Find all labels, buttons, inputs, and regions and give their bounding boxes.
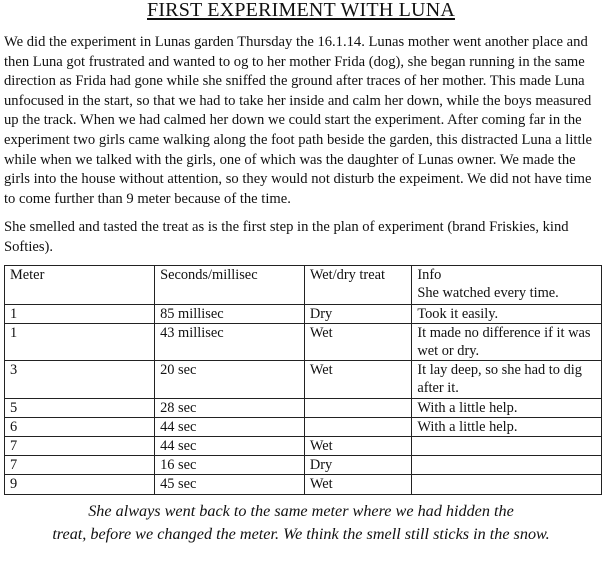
conclusion-line-1: She always went back to the same meter where we had hidden the — [88, 501, 514, 520]
table-header-row — [5, 265, 602, 304]
cell-seconds: 44 sec — [155, 417, 305, 436]
cell-seconds: 16 sec — [155, 456, 305, 475]
table-row — [5, 417, 602, 436]
cell-wet-dry — [304, 417, 412, 436]
header-meter: Meter — [5, 265, 155, 304]
cell-info: With a little help. — [412, 417, 602, 436]
header-info — [412, 265, 602, 304]
table-row — [5, 323, 602, 360]
cell-meter: 1 — [5, 304, 155, 323]
cell-meter: 9 — [5, 475, 155, 494]
cell-wet-dry: Dry — [304, 304, 412, 323]
cell-wet-dry: Wet — [304, 323, 412, 360]
cell-seconds: 43 millisec — [155, 323, 305, 360]
table-row — [5, 304, 602, 323]
cell-wet-dry: Dry — [304, 456, 412, 475]
table-row — [5, 456, 602, 475]
cell-seconds: 85 millisec — [155, 304, 305, 323]
cell-seconds: 28 sec — [155, 398, 305, 417]
cell-meter: 7 — [5, 436, 155, 455]
table-row — [5, 436, 602, 455]
header-seconds: Seconds/millisec — [155, 265, 305, 304]
table-row — [5, 398, 602, 417]
cell-info — [412, 456, 602, 475]
cell-info: It made no difference if it was wet or dry. — [412, 323, 602, 360]
cell-meter: 1 — [5, 323, 155, 360]
cell-seconds: 20 sec — [155, 361, 305, 398]
cell-wet-dry — [304, 398, 412, 417]
cell-info: With a little help. — [412, 398, 602, 417]
cell-info: Took it easily. — [412, 304, 602, 323]
header-info-label: Info — [417, 266, 442, 283]
cell-meter: 6 — [5, 417, 155, 436]
table-body — [5, 304, 602, 494]
conclusion-line-2: treat, before we changed the meter. We think the smell still sticks in the snow. — [52, 524, 550, 543]
cell-wet-dry: Wet — [304, 475, 412, 494]
cell-wet-dry: Wet — [304, 436, 412, 455]
conclusion — [4, 500, 598, 546]
cell-info: It lay deep, so she had to dig after it. — [412, 361, 602, 398]
header-wet-dry: Wet/dry treat — [304, 265, 412, 304]
header-info-note: She watched every time. — [417, 284, 559, 301]
cell-seconds: 44 sec — [155, 436, 305, 455]
cell-info — [412, 436, 602, 455]
cell-seconds: 45 sec — [155, 475, 305, 494]
cell-meter: 7 — [5, 456, 155, 475]
cell-meter: 5 — [5, 398, 155, 417]
cell-meter: 3 — [5, 361, 155, 398]
experiment-description: We did the experiment in Lunas garden Thursday the 16.1.14. Lunas mother went another place and then Luna got frustrated and wanted to og to her mother Frida (dog), she began running in the same direction as Frida had gone while she sniffed the ground after traces of her mother. This made Luna unfocused in the start, so that we had to take her inside and calm her down, while the boys measured up the track. When we had calmed her down we could start the experiment. After coming far in the experiment two girls came walking along the foot path beside the garden, this distracted Luna a little while when we talked with the girls, one of which was the daughter of Lunas owner. We made the girls into the house without attention, so they would not disturb the expeiment. We did not have time to come further than 9 meter because of the time. — [4, 34, 593, 207]
cell-wet-dry: Wet — [304, 361, 412, 398]
page-title: FIRST EXPERIMENT WITH LUNA — [147, 0, 455, 21]
table-row — [5, 475, 602, 494]
cell-info — [412, 475, 602, 494]
results-table — [4, 265, 602, 495]
table-row — [5, 361, 602, 398]
treat-description: She smelled and tasted the treat as is the first step in the plan of experiment (brand Friskies, kind Softies). — [4, 219, 569, 255]
